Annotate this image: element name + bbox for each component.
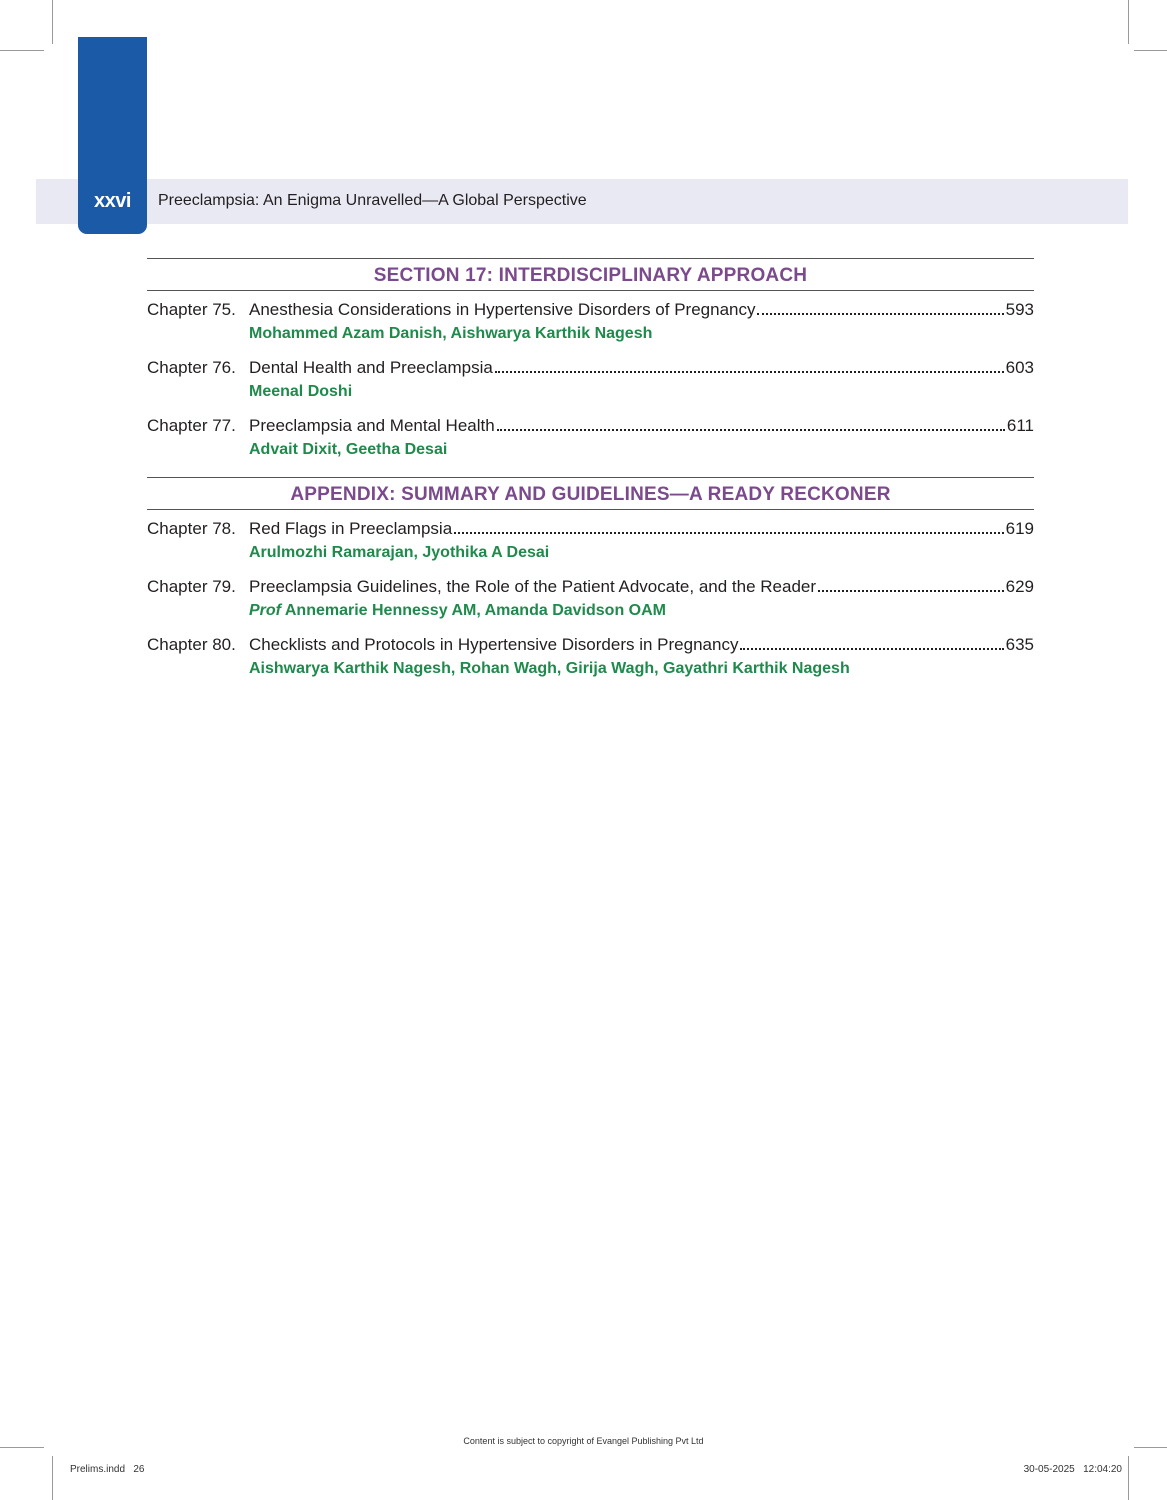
chapter-authors	[249, 659, 1034, 679]
author-names: Annemarie Hennessy AM, Amanda Davidson OAM	[284, 602, 666, 619]
chapter-authors	[249, 440, 1034, 460]
section-heading: SECTION 17: INTERDISCIPLINARY APPROACH	[147, 259, 1034, 291]
dot-leader	[740, 648, 1003, 650]
toc-section	[147, 477, 1034, 679]
section-heading: APPENDIX: SUMMARY AND GUIDELINES—A READY RECKONER	[147, 478, 1034, 510]
page-number: 635	[1005, 635, 1034, 654]
author-names: Arulmozhi Ramarajan, Jyothika A Desai	[249, 544, 550, 561]
author-names: Aishwarya Karthik Nagesh, Rohan Wagh, Girija Wagh, Gayathri Karthik Nagesh	[249, 660, 850, 677]
crop-mark	[52, 0, 53, 44]
crop-mark	[1134, 50, 1167, 51]
dot-leader	[818, 590, 1004, 592]
page-number: 593	[1005, 300, 1034, 319]
crop-mark	[0, 50, 44, 51]
dot-leader	[497, 429, 1005, 431]
toc-entry	[147, 358, 1034, 402]
toc-entry	[147, 635, 1034, 679]
crop-mark	[1128, 1456, 1129, 1500]
chapter-authors	[249, 382, 1034, 402]
author-names: Meenal Doshi	[249, 383, 353, 400]
page-number: 603	[1005, 358, 1034, 377]
chapter-title: Preeclampsia and Mental Health	[249, 416, 495, 435]
chapter-line	[147, 358, 1034, 378]
table-of-contents	[147, 258, 1034, 679]
author-names: Advait Dixit, Geetha Desai	[249, 441, 448, 458]
dot-leader	[495, 371, 1004, 373]
dot-leader	[454, 532, 1003, 534]
crop-mark	[1128, 0, 1129, 44]
toc-entry	[147, 416, 1034, 460]
chapter-number: Chapter 75.	[147, 300, 236, 319]
chapter-title: Anesthesia Considerations in Hypertensive Disorders of Pregnancy	[249, 300, 756, 319]
page-number: 629	[1005, 577, 1034, 596]
date-slug: 30-05-2025 12:04:20	[1023, 1464, 1122, 1475]
toc-entry	[147, 300, 1034, 344]
copyright-notice: Content is subject to copyright of Evangel Publishing Pvt Ltd	[463, 1436, 704, 1446]
chapter-number: Chapter 76.	[147, 358, 236, 377]
crop-mark	[1134, 1447, 1167, 1448]
running-title: Preeclampsia: An Enigma Unravelled—A Global Perspective	[158, 192, 587, 209]
dot-leader	[757, 313, 1003, 315]
chapter-line	[147, 519, 1034, 539]
chapter-number: Chapter 78.	[147, 519, 236, 538]
chapter-number: Chapter 80.	[147, 635, 236, 654]
toc-entry	[147, 577, 1034, 621]
crop-mark	[0, 1447, 44, 1448]
chapter-line	[147, 635, 1034, 655]
chapter-title: Dental Health and Preeclampsia	[249, 358, 493, 377]
page-number: 619	[1005, 519, 1034, 538]
crop-mark	[52, 1456, 53, 1500]
toc-section	[147, 258, 1034, 460]
page-folio: xxvi	[94, 190, 131, 212]
chapter-title: Preeclampsia Guidelines, the Role of the Patient Advocate, and the Reader	[249, 577, 817, 596]
chapter-title: Checklists and Protocols in Hypertensive Disorders in Pregnancy	[249, 635, 739, 654]
chapter-title: Red Flags in Preeclampsia	[249, 519, 453, 538]
chapter-line	[147, 300, 1034, 320]
chapter-authors	[249, 601, 1034, 621]
toc-entry	[147, 519, 1034, 563]
page-number: 611	[1006, 416, 1034, 435]
chapter-authors	[249, 543, 1034, 563]
author-names: Mohammed Azam Danish, Aishwarya Karthik Nagesh	[249, 325, 653, 342]
file-slug: Prelims.indd 26	[70, 1464, 145, 1475]
chapter-number: Chapter 79.	[147, 577, 236, 596]
chapter-line	[147, 416, 1034, 436]
chapter-authors	[249, 324, 1034, 344]
chapter-number: Chapter 77.	[147, 416, 236, 435]
chapter-line	[147, 577, 1034, 597]
author-prefix: Prof	[249, 602, 281, 619]
